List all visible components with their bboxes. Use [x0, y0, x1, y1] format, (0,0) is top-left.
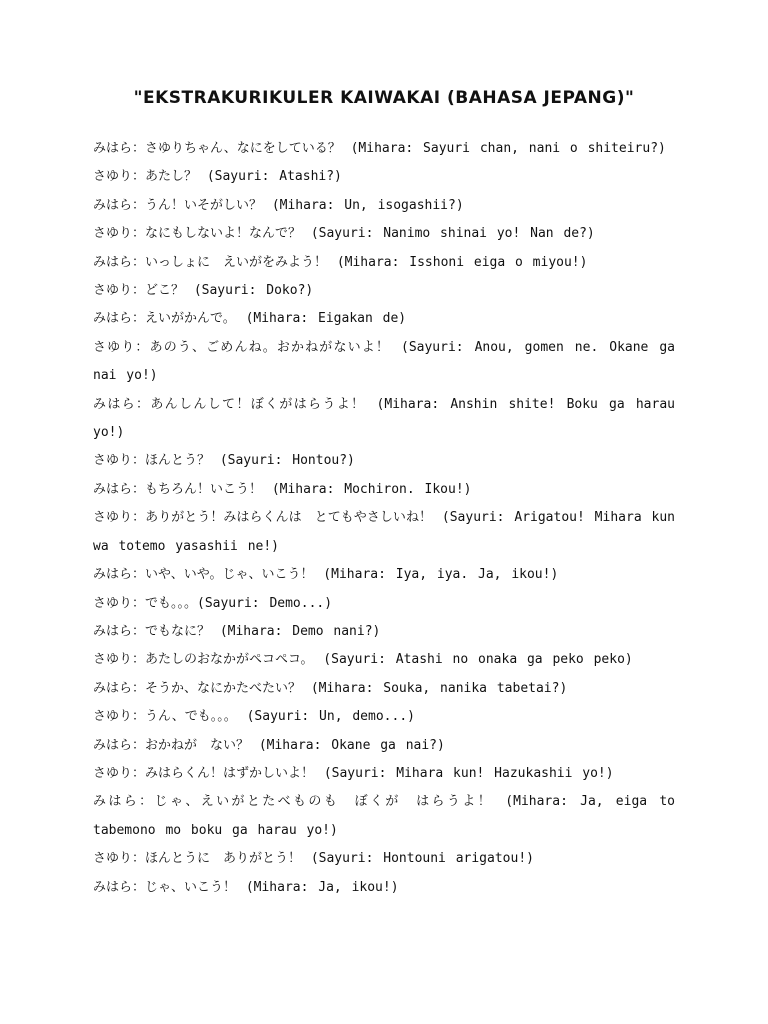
dialogue-line: さゆり：どこ？ (Sayuri: Doko?) [93, 283, 314, 299]
dialogue-line: みはら：じゃ、いこう！ (Mihara: Ja, ikou!) [93, 879, 399, 895]
dialogue-line: みはら：えいがかんで。 (Mihara: Eigakan de) [93, 311, 407, 327]
dialogue-line: さゆり：みはらくん！はずかしいよ！ (Sayuri: Mihara kun! Hazukashii yo!) [93, 765, 614, 781]
dialogue-line: みはら：さゆりちゃん、なにをしている？ (Mihara: Sayuri chan, nani o shiteiru?) [93, 141, 666, 156]
dialogue-line: みはら：じゃ、えいがとたべものも ぼくが はらうよ！ (Mihara: Ja, eiga to tabemono mo boku ga harau yo!) [93, 794, 675, 838]
dialogue-line: さゆり：ありがとう！みはらくんは とてもやさしいね！ (Sayuri: Arigatou! Mihara kun wa totemo yasashii ne!) [93, 510, 675, 554]
dialogue-line: さゆり：うん、でも。。。 (Sayuri: Un, demo...) [93, 709, 415, 725]
dialogue-line: みはら：でもなに？ (Mihara: Demo nani?) [93, 623, 381, 639]
dialogue-line: さゆり：なにもしないよ！なんで？ (Sayuri: Nanimo shinai yo! Nan de?) [93, 226, 595, 242]
dialogue-line: みはら：うん！いそがしい？ (Mihara: Un, isogashii?) [93, 197, 464, 213]
dialogue-body [93, 135, 675, 902]
dialogue-line: さゆり：でも。。。(Sayuri: Demo...) [93, 595, 333, 611]
dialogue-line: さゆり：ほんとう？ (Sayuri: Hontou?) [93, 453, 355, 469]
dialogue-line: さゆり：あのう、ごめんね。おかねがないよ！ (Sayuri: Anou, gomen ne. Okane ga nai yo!) [93, 339, 675, 384]
dialogue-line: みはら：もちろん！いこう！ (Mihara: Mochiron. Ikou!) [93, 481, 472, 497]
dialogue-line: みはら：あんしんして！ぼくがはらうよ！ (Mihara: Anshin shite! Boku ga harau yo!) [93, 396, 675, 441]
dialogue-line: みはら：そうか、なにかたべたい？ (Mihara: Souka, nanika tabetai?) [93, 680, 568, 696]
dialogue-line: みはら：いっしょに えいがをみよう！ (Mihara: Isshoni eiga o miyou!) [93, 254, 588, 270]
dialogue-line: さゆり：ほんとうに ありがとう！ (Sayuri: Hontouni arigatou!) [93, 851, 534, 867]
dialogue-line: さゆり：あたしのおなかがペコペコ。 (Sayuri: Atashi no onaka ga peko peko) [93, 652, 633, 668]
dialogue-line: さゆり：あたし？ (Sayuri: Atashi?) [93, 169, 342, 185]
document-title: "EKSTRAKURIKULER KAIWAKAI (BAHASA JEPANG)" [133, 88, 635, 108]
dialogue-line: みはら：いや、いや。じゃ、いこう！ (Mihara: Iya, iya. Ja, ikou!) [93, 567, 559, 583]
dialogue-line: みはら：おかねが ない？ (Mihara: Okane ga nai?) [93, 737, 445, 753]
